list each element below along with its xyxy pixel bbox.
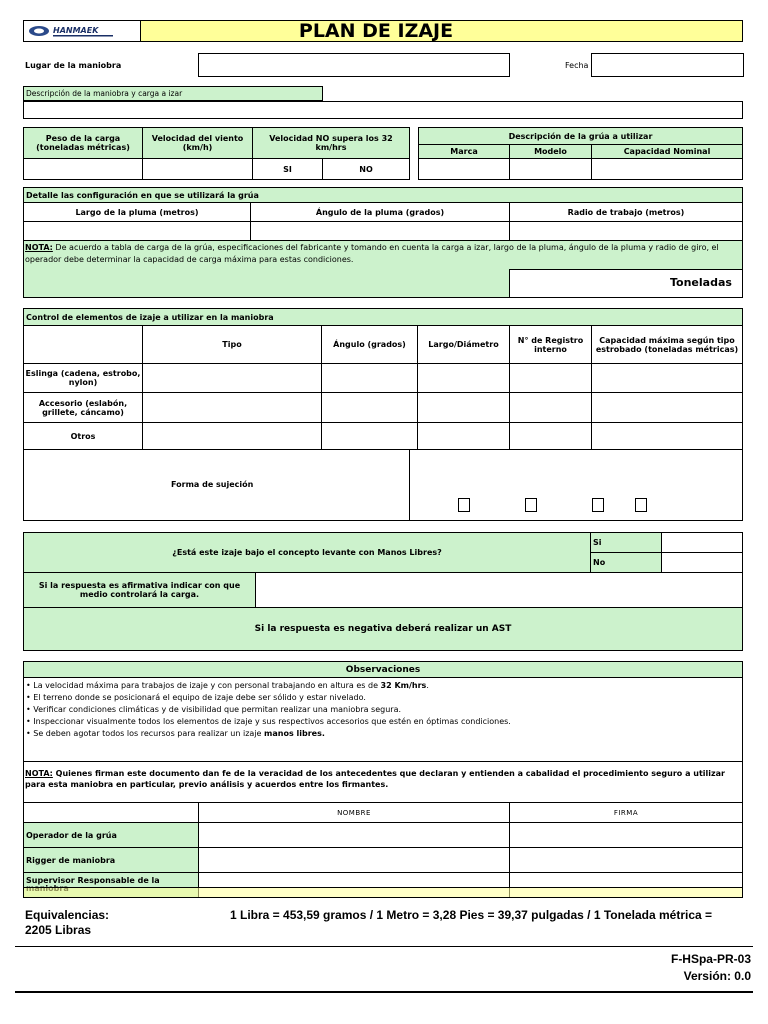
control-cell[interactable]	[321, 392, 418, 423]
nota-text	[25, 242, 739, 266]
firmas-corner	[23, 802, 199, 823]
firma-header: FIRMA	[509, 802, 743, 823]
modelo-header: Modelo	[509, 144, 592, 159]
control-row-accesorio: Accesorio (eslabón, grillete, cáncamo)	[23, 392, 143, 423]
observacion-text: Se deben agotar todos los recursos para realizar un izaje	[33, 729, 265, 738]
manos-libres-si-field[interactable]	[661, 532, 743, 553]
rigger-firma[interactable]	[509, 847, 743, 873]
marca-header: Marca	[418, 144, 510, 159]
descripcion-field[interactable]	[23, 101, 743, 119]
operador-firma[interactable]	[509, 822, 743, 848]
observacion-item: • Verificar condiciones climáticas y de visibilidad que permitan realizar una maniobra segura.	[26, 705, 402, 714]
supera-si[interactable]: SI	[252, 158, 323, 180]
document-code: F-HSpa-PR-03	[670, 952, 751, 966]
observaciones-list	[26, 680, 740, 740]
firmantes-nota-body: Quienes firman este documento dan fe de la veracidad de los antecedentes que declaran y entienden a cabalidad el procedimiento seguro a utilizar para esta maniobra en particular, previo análisis y acuerdos entre los firmantes.	[25, 769, 726, 789]
control-cell[interactable]	[509, 363, 592, 393]
observacion-item: • El terreno donde se posicionará el equipo de izaje debe ser sólido y estar nivelado.	[26, 693, 366, 702]
rol-rigger: Rigger de maniobra	[23, 847, 199, 873]
control-cell[interactable]	[591, 363, 743, 393]
observacion-after: .	[426, 681, 429, 690]
firmantes-nota	[25, 768, 739, 790]
nota-label: NOTA:	[25, 243, 53, 252]
control-cell[interactable]	[417, 392, 510, 423]
observacion-text: La velocidad máxima para trabajos de izaje y con personal trabajando en altura es de	[33, 681, 381, 690]
observacion-item: • Se deben agotar todos los recursos para realizar un izaje manos libres.	[26, 729, 325, 738]
control-cell[interactable]	[321, 422, 418, 450]
largo-field[interactable]	[23, 221, 251, 241]
document-version: Versión: 0.0	[683, 969, 751, 983]
equivalencias-text: 1 Libra = 453,59 gramos / 1 Metro = 3,28 Pies = 39,37 pulgadas / 1 Tonelada métrica =	[230, 908, 713, 922]
nota-body: De acuerdo a tabla de carga de la grúa, especificaciones del fabricante y tomando en cuenta la carga a izar, largo de la pluma, ángulo de la pluma y radio de giro, el operador debe determinar la capacidad de carga máxima para estas condiciones.	[25, 243, 719, 264]
control-cell[interactable]	[417, 422, 510, 450]
control-header-tipo: Tipo	[142, 325, 322, 364]
forma-checkbox-2[interactable]	[525, 498, 537, 512]
viento-header: Velocidad del viento (km/h)	[142, 127, 253, 159]
capacidad-header: Capacidad Nominal	[591, 144, 743, 159]
observacion-item: • La velocidad máxima para trabajos de izaje y con personal trabajando en altura es de 32 Km/hrs.	[26, 681, 429, 690]
control-cell[interactable]	[321, 363, 418, 393]
page-title: PLAN DE IZAJE	[298, 20, 454, 42]
forma-checkbox-3[interactable]	[592, 498, 604, 512]
radio-field[interactable]	[509, 221, 743, 241]
control-corner	[23, 325, 143, 364]
control-cell[interactable]	[509, 422, 592, 450]
observaciones-title: Observaciones	[23, 661, 743, 678]
equivalencias-text-2: 2205 Libras	[25, 923, 92, 937]
largo-header: Largo de la pluma (metros)	[23, 202, 251, 222]
manos-libres-no-field[interactable]	[661, 552, 743, 573]
negativa-label: Si la respuesta es negativa deberá realizar un AST	[23, 607, 743, 651]
manos-libres-si: Si	[590, 532, 662, 553]
observacion-text: Verificar condiciones climáticas y de visibilidad que permitan realizar una maniobra segura.	[33, 705, 402, 714]
afirmativa-label: Si la respuesta es afirmativa indicar con que medio controlará la carga.	[23, 572, 256, 608]
nombre-header: NOMBRE	[198, 802, 510, 823]
configuracion-title: Detalle las configuración en que se utilizará la grúa	[23, 187, 743, 203]
control-row-otros: Otros	[23, 422, 143, 450]
observacion-bold: 32 Km/hrs	[380, 681, 427, 690]
control-cell[interactable]	[142, 363, 322, 393]
rigger-nombre[interactable]	[198, 847, 510, 873]
control-title: Control de elementos de izaje a utilizar en la maniobra	[23, 308, 743, 326]
control-cell[interactable]	[142, 422, 322, 450]
fecha-label: Fecha	[565, 60, 589, 70]
observacion-text: Inspeccionar visualmente todos los elementos de izaje y sus respectivos accesorios que estén en óptimas condiciones.	[33, 717, 511, 726]
radio-header: Radio de trabajo (metros)	[509, 202, 743, 222]
viento-field[interactable]	[142, 158, 253, 180]
rol-supervisor: Supervisor Responsable de la	[23, 872, 199, 898]
forma-checkbox-4[interactable]	[635, 498, 647, 512]
supera-no[interactable]: NO	[322, 158, 410, 180]
lugar-field[interactable]	[198, 53, 510, 77]
control-row-eslinga: Eslinga (cadena, estrobo, nylon)	[23, 363, 143, 393]
angulo-header: Ángulo de la pluma (grados)	[250, 202, 510, 222]
observacion-text: El terreno donde se posicionará el equipo de izaje debe ser sólido y estar nivelado.	[33, 693, 366, 702]
supera-header: Velocidad NO supera los 32 km/hrs	[252, 127, 410, 159]
control-cell[interactable]	[417, 363, 510, 393]
afirmativa-field[interactable]	[255, 572, 743, 608]
grua-header: Descripción de la grúa a utilizar	[418, 127, 743, 145]
marca-field[interactable]	[418, 158, 510, 180]
capacidad-field[interactable]	[591, 158, 743, 180]
logo-text: HANMAEK	[53, 26, 99, 35]
control-header-largo: Largo/Diámetro	[417, 325, 510, 364]
equivalencias-label: Equivalencias:	[25, 908, 110, 922]
control-header-capacidad: Capacidad máxima según tipo estrobado (toneladas métricas)	[591, 325, 743, 364]
peso-field[interactable]	[23, 158, 143, 180]
observacion-item: • Inspeccionar visualmente todos los elementos de izaje y sus respectivos accesorios que estén en óptimas condiciones.	[26, 717, 511, 726]
rol-operador: Operador de la grúa	[23, 822, 199, 848]
operador-nombre[interactable]	[198, 822, 510, 848]
footer-bar	[23, 887, 743, 898]
angulo-field[interactable]	[250, 221, 510, 241]
peso-header: Peso de la carga (toneladas métricas)	[23, 127, 143, 159]
firmantes-nota-label: NOTA:	[25, 769, 53, 778]
footer-divider-bottom	[15, 991, 753, 993]
forma-checkbox-1[interactable]	[458, 498, 470, 512]
descripcion-label: Descripción de la maniobra y carga a izar	[23, 86, 323, 101]
control-header-angulo: Ángulo (grados)	[321, 325, 418, 364]
footer-divider-top	[15, 946, 753, 947]
toneladas-label: Toneladas	[670, 276, 732, 289]
observacion-bold: manos libres.	[264, 729, 325, 738]
control-cell[interactable]	[591, 422, 743, 450]
logo	[23, 20, 141, 42]
modelo-field[interactable]	[509, 158, 592, 180]
forma-label: Forma de sujeción	[171, 480, 254, 489]
control-header-registro: N° de Registro interno	[509, 325, 592, 364]
lugar-label: Lugar de la maniobra	[25, 60, 122, 70]
control-cell[interactable]	[142, 392, 322, 423]
fecha-field[interactable]	[591, 53, 744, 77]
control-cell[interactable]	[509, 392, 592, 423]
manos-libres-question: ¿Está este izaje bajo el concepto levante con Manos Libres?	[23, 532, 591, 573]
manos-libres-no: No	[590, 552, 662, 573]
control-cell[interactable]	[591, 392, 743, 423]
logo-icon	[27, 24, 137, 38]
